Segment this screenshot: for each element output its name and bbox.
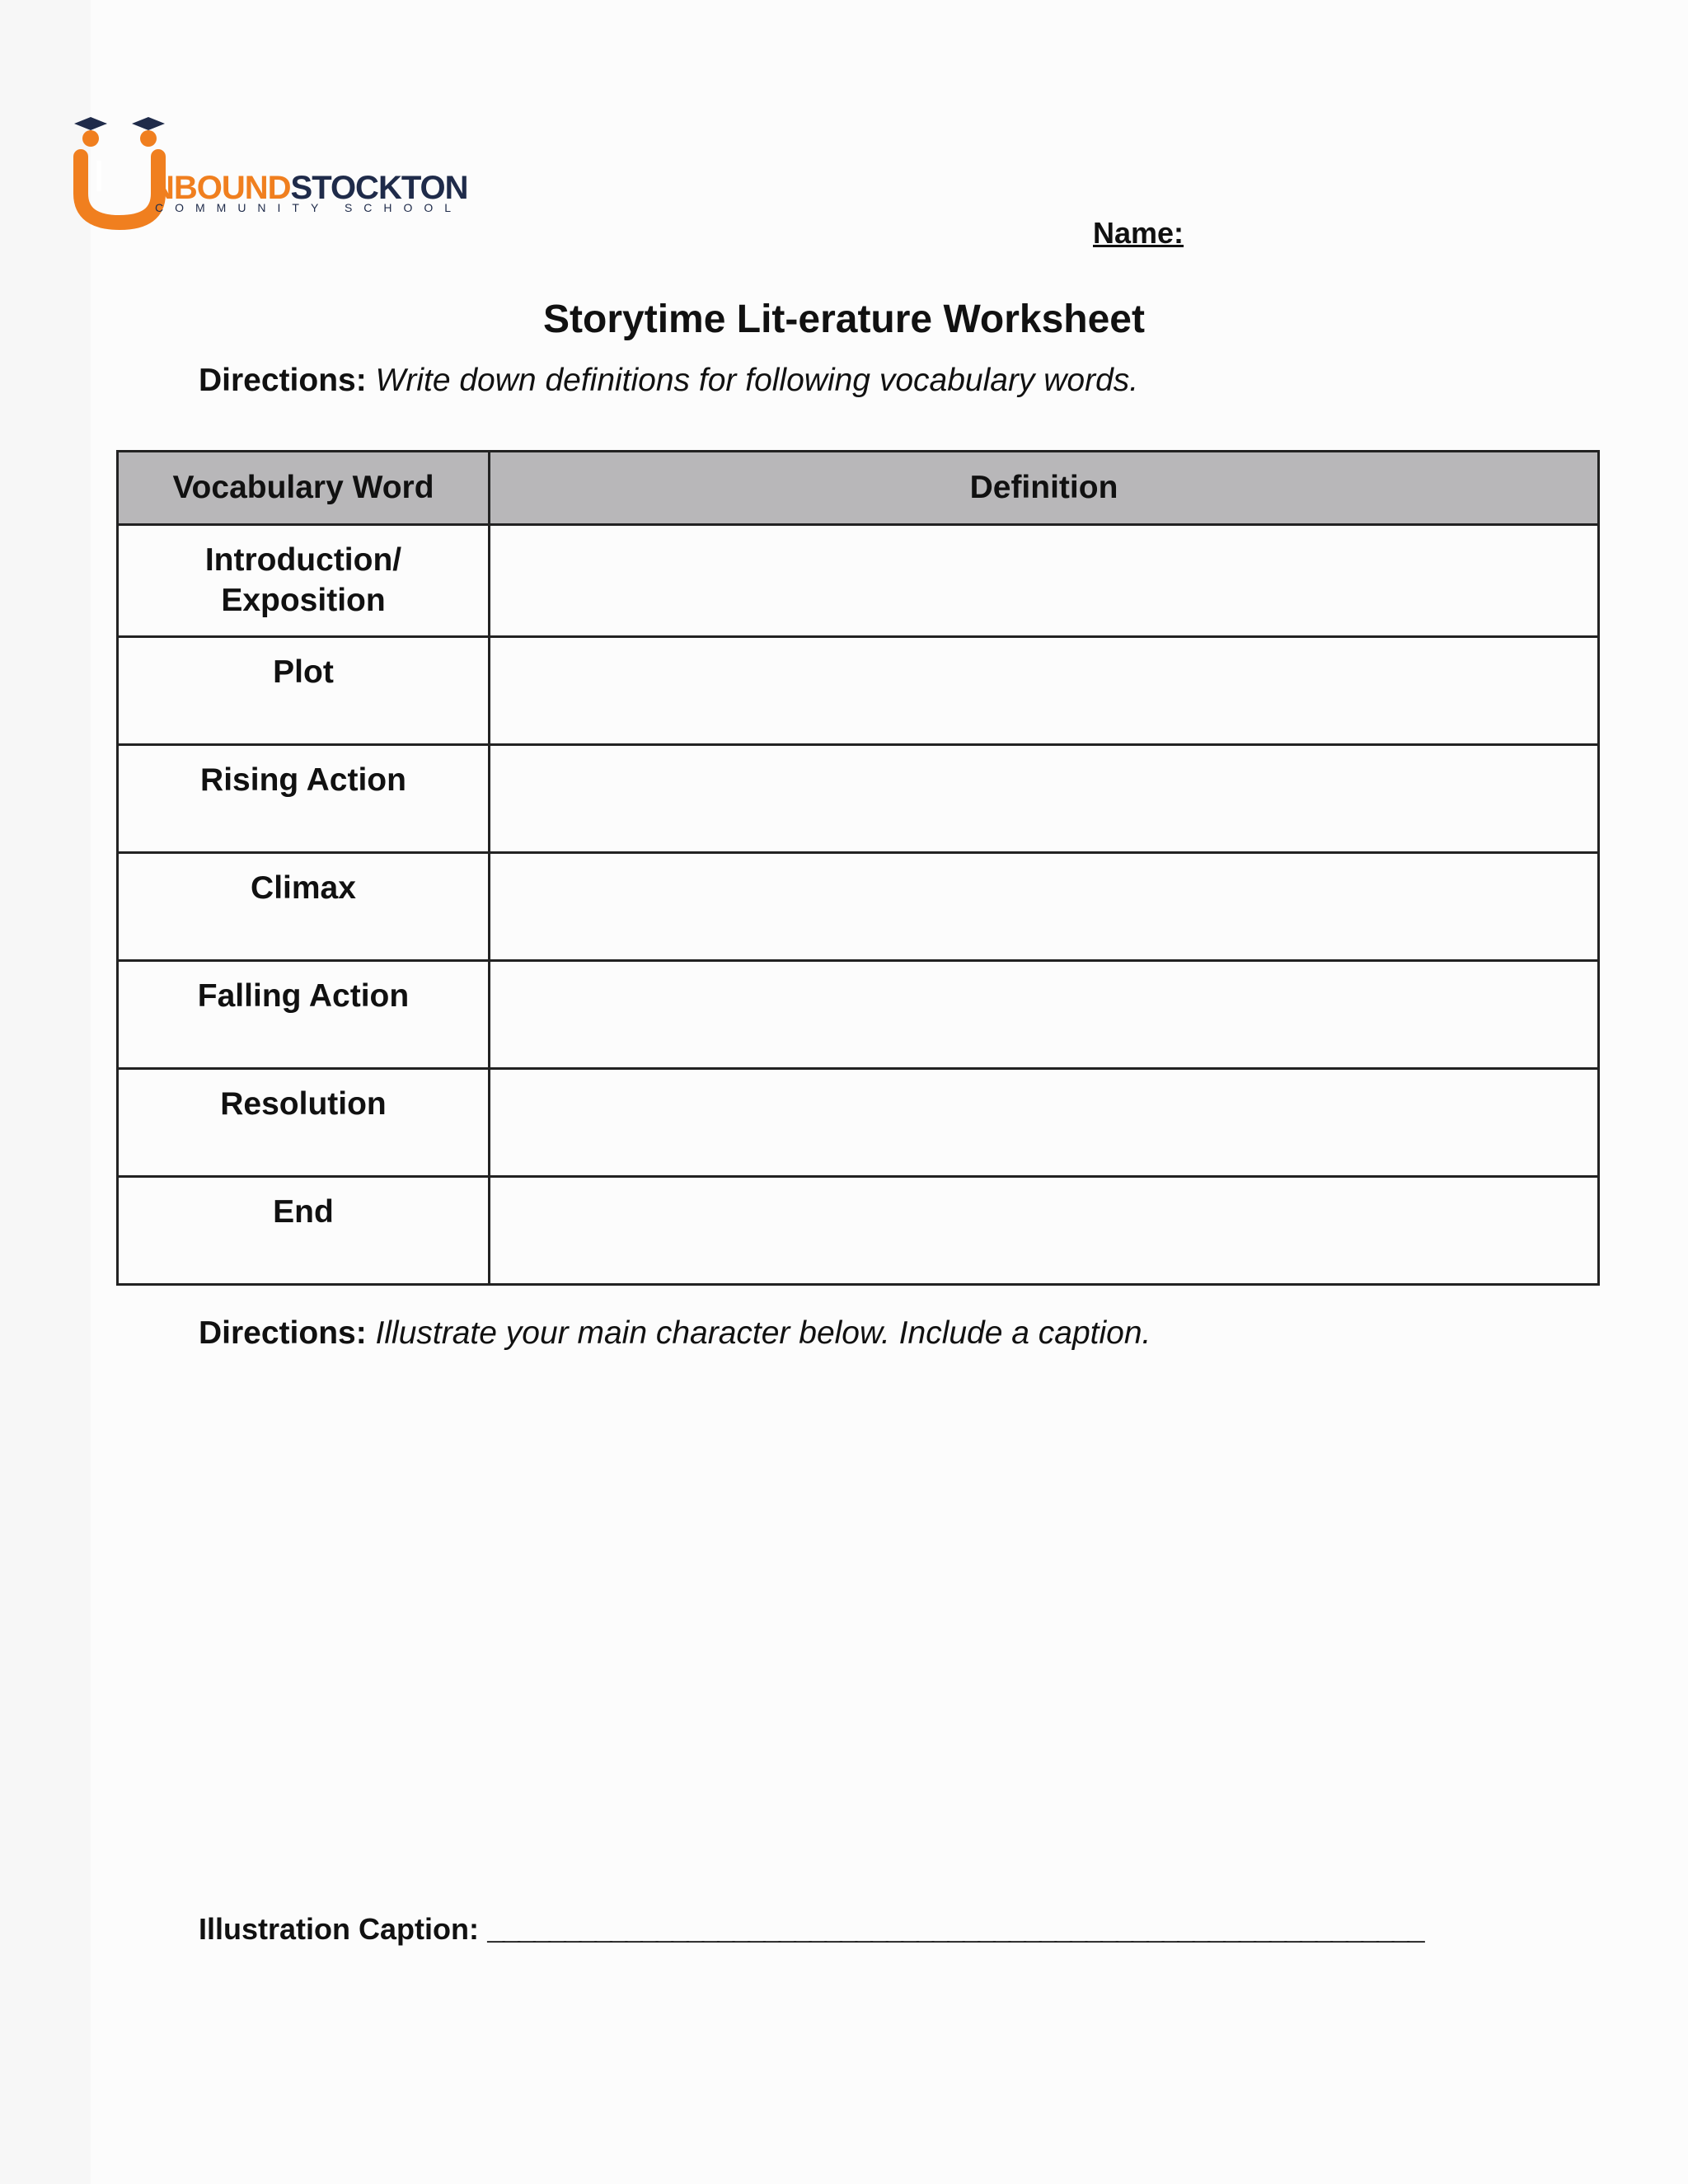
definition-cell[interactable] [490, 853, 1599, 961]
table-row [118, 525, 1599, 637]
table-row [118, 745, 1599, 853]
vocab-word: Climax [118, 853, 490, 961]
directions-text: Write down definitions for following vocabulary words. [375, 363, 1139, 398]
page-title: Storytime Lit-erature Worksheet [543, 298, 1145, 341]
directions-illustration [199, 1315, 1151, 1352]
school-logo [73, 115, 468, 231]
vocab-word: End [118, 1177, 490, 1285]
vocab-word: Plot [118, 637, 490, 745]
table-row [118, 853, 1599, 961]
logo-wordmark: NBOUNDSTOCKTON [151, 170, 468, 206]
definition-cell[interactable] [490, 1069, 1599, 1177]
table-row [118, 637, 1599, 745]
logo-subtitle: COMMUNITY SCHOOL [155, 201, 463, 214]
vocab-word: Falling Action [118, 961, 490, 1069]
vocab-word: Introduction/ Exposition [118, 525, 490, 637]
table-row [118, 1069, 1599, 1177]
caption-label: Illustration Caption: [199, 1912, 479, 1946]
definition-cell[interactable] [490, 637, 1599, 745]
definition-cell[interactable] [490, 961, 1599, 1069]
table-row [118, 961, 1599, 1069]
definition-cell[interactable] [490, 745, 1599, 853]
table-row [118, 1177, 1599, 1285]
directions-text: Illustrate your main character below. Include a caption. [375, 1315, 1151, 1351]
directions-label: Directions: [199, 1315, 367, 1351]
directions-label: Directions: [199, 363, 367, 398]
vocab-word: Rising Action [118, 745, 490, 853]
directions-vocabulary [199, 363, 1138, 399]
header-vocabulary-word: Vocabulary Word [118, 452, 490, 525]
definition-cell[interactable] [490, 525, 1599, 637]
caption-line[interactable]: _____________________________________________________________ [487, 1915, 1423, 1948]
table-header-row [118, 452, 1599, 525]
vocab-word: Resolution [118, 1069, 490, 1177]
definition-cell[interactable] [490, 1177, 1599, 1285]
illustration-caption [199, 1912, 1423, 1948]
header-definition: Definition [490, 452, 1599, 525]
vocabulary-table [116, 450, 1600, 1286]
name-label: Name: [1093, 216, 1184, 250]
